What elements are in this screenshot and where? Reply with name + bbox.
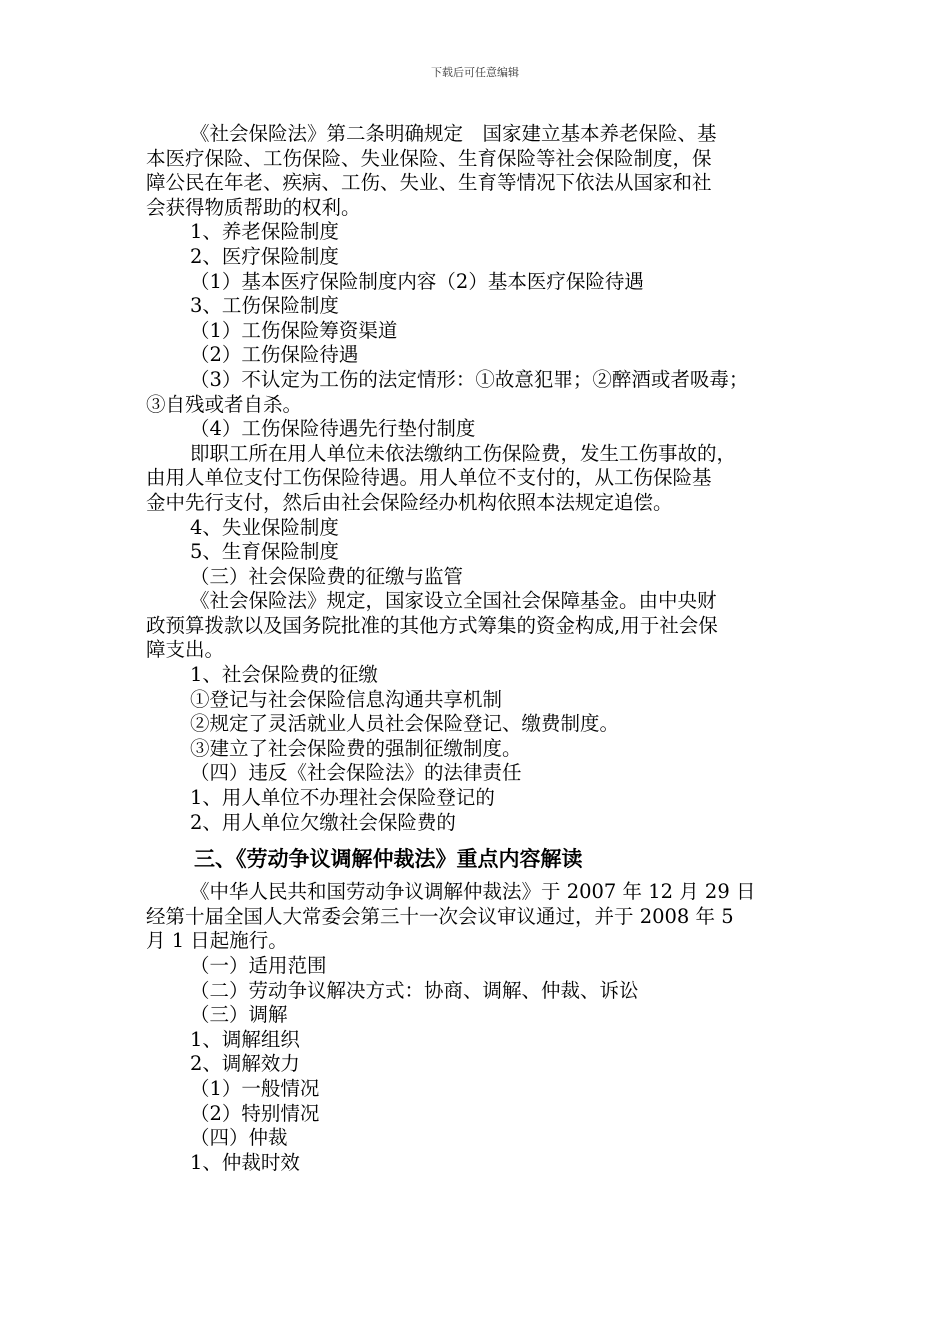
page-header-note: 下载后可任意编辑 [431,66,519,79]
list-item: 2、调解效力 [190,1052,300,1076]
list-item: 5、生育保险制度 [190,540,339,564]
list-item: ③建立了社会保险费的强制征缴制度。 [190,736,522,760]
paragraph-line: 由用人单位支付工伤保险待遇。用人单位不支付的，从工伤保险基 [146,466,712,490]
list-item: ②规定了灵活就业人员社会保险登记、缴费制度。 [190,712,620,736]
list-item: （4）工伤保险待遇先行垫付制度 [190,417,476,441]
list-item: （1）基本医疗保险制度内容（2）基本医疗保险待遇 [190,269,644,293]
list-item: （3）不认定为工伤的法定情形：①故意犯罪；②醉酒或者吸毒； [190,367,749,391]
section-heading: 三、《劳动争议调解仲裁法》重点内容解读 [194,847,583,872]
list-item: 2、医疗保险制度 [190,244,339,268]
paragraph-line: 《社会保险法》第二条明确规定 国家建立基本养老保险、基 [190,122,717,145]
paragraph-line: 政预算拨款以及国务院批准的其他方式筹集的资金构成,用于社会保 [146,613,718,637]
paragraph-line: 障支出。 [146,638,225,662]
list-item: 4、失业保险制度 [190,515,339,539]
list-item: （1）工伤保险筹资渠道 [190,318,398,342]
list-item: （2）工伤保险待遇 [190,343,359,367]
list-item: 1、用人单位不办理社会保险登记的 [190,786,495,810]
paragraph-line: 会获得物质帮助的权利。 [146,195,361,219]
paragraph-line: 金中先行支付，然后由社会保险经办机构依照本法规定追偿。 [146,490,673,514]
paragraph-line: 本医疗保险、工伤保险、失业保险、生育保险等社会保险制度，保 [146,146,712,170]
paragraph-line: ③自残或者自杀。 [146,392,303,416]
section-subtitle: （二）劳动争议解决方式：协商、调解、仲裁、诉讼 [190,978,639,1002]
list-item: 1、调解组织 [190,1027,300,1051]
document-body [146,122,810,1175]
paragraph-line: 《社会保险法》规定，国家设立全国社会保障基金。由中央财 [190,589,717,613]
section-subtitle: （三）调解 [190,1003,288,1027]
section-subtitle: （四）违反《社会保险法》的法律责任 [190,761,522,785]
paragraph-line: 障公民在年老、疾病、工伤、失业、生育等情况下依法从国家和社 [146,171,712,195]
paragraph-line: 《中华人民共和国劳动争议调解仲裁法》于 2007 年 12 月 29 日 [190,880,756,904]
section-subtitle: （四）仲裁 [190,1126,288,1150]
paragraph-line: 月 1 日起施行。 [146,929,288,953]
paragraph-line: 即职工所在用人单位未依法缴纳工伤保险费，发生工伤事故的， [190,441,737,465]
list-item: 1、仲裁时效 [190,1150,300,1174]
list-item: 3、工伤保险制度 [190,294,339,318]
list-item: 1、社会保险费的征缴 [190,663,378,687]
section-subtitle: （三）社会保险费的征缴与监管 [190,564,464,588]
section-subtitle: （一）适用范围 [190,954,327,977]
list-item: （2）特别情况 [190,1101,320,1125]
paragraph-line: 经第十届全国人大常委会第三十一次会议审议通过，并于 2008 年 5 [146,904,734,928]
list-item: 1、养老保险制度 [190,220,339,244]
list-item: （1）一般情况 [190,1076,320,1100]
list-item: ①登记与社会保险信息沟通共享机制 [190,687,503,711]
list-item: 2、用人单位欠缴社会保险费的 [190,810,456,834]
